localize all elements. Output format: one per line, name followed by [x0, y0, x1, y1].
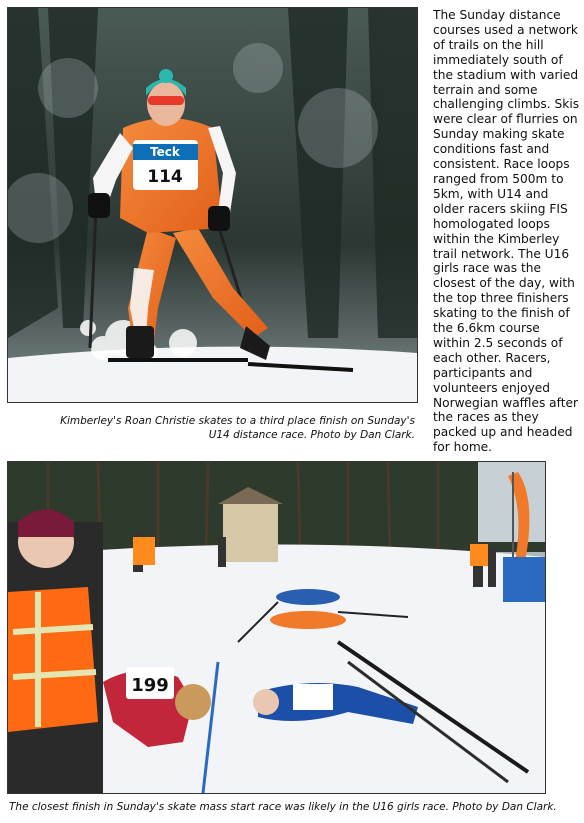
bottom-photo-caption: The closest finish in Sunday's skate mass start race was likely in the U16 girls race. Photo by Dan Clark.	[9, 801, 557, 813]
finish-illustration	[8, 462, 545, 793]
skier-photo	[7, 7, 418, 403]
article-text: The Sunday distance courses used a network of trails on the hill immediately south of the stadium with varied terrain and some challenging climbs. Skis were clear of flurries on Sunday making skate conditions fast and consistent. Race loops ranged from 500m to 5km, with U14 and older racers skiing FIS homologated loops within the Kimberley trail network. The U16 girls race was the closest of the day, with the top three finishers skating to the finish of the 6.6km course within 2.5 seconds of each other. Racers, participants and volunteers enjoyed Norwegian waffles after the races as they packed up and headed for home.	[433, 8, 580, 455]
bottom-bib-number: 199	[131, 675, 169, 696]
top-bib-brand: Teck	[150, 145, 180, 159]
top-photo-caption: Kimberley's Roan Christie skates to a third place finish on Sunday's U14 distance race. Photo by Dan Clark.	[60, 415, 415, 441]
skier-illustration	[8, 8, 417, 402]
finish-line-photo	[7, 461, 546, 794]
top-bib-number: 114	[147, 167, 183, 187]
